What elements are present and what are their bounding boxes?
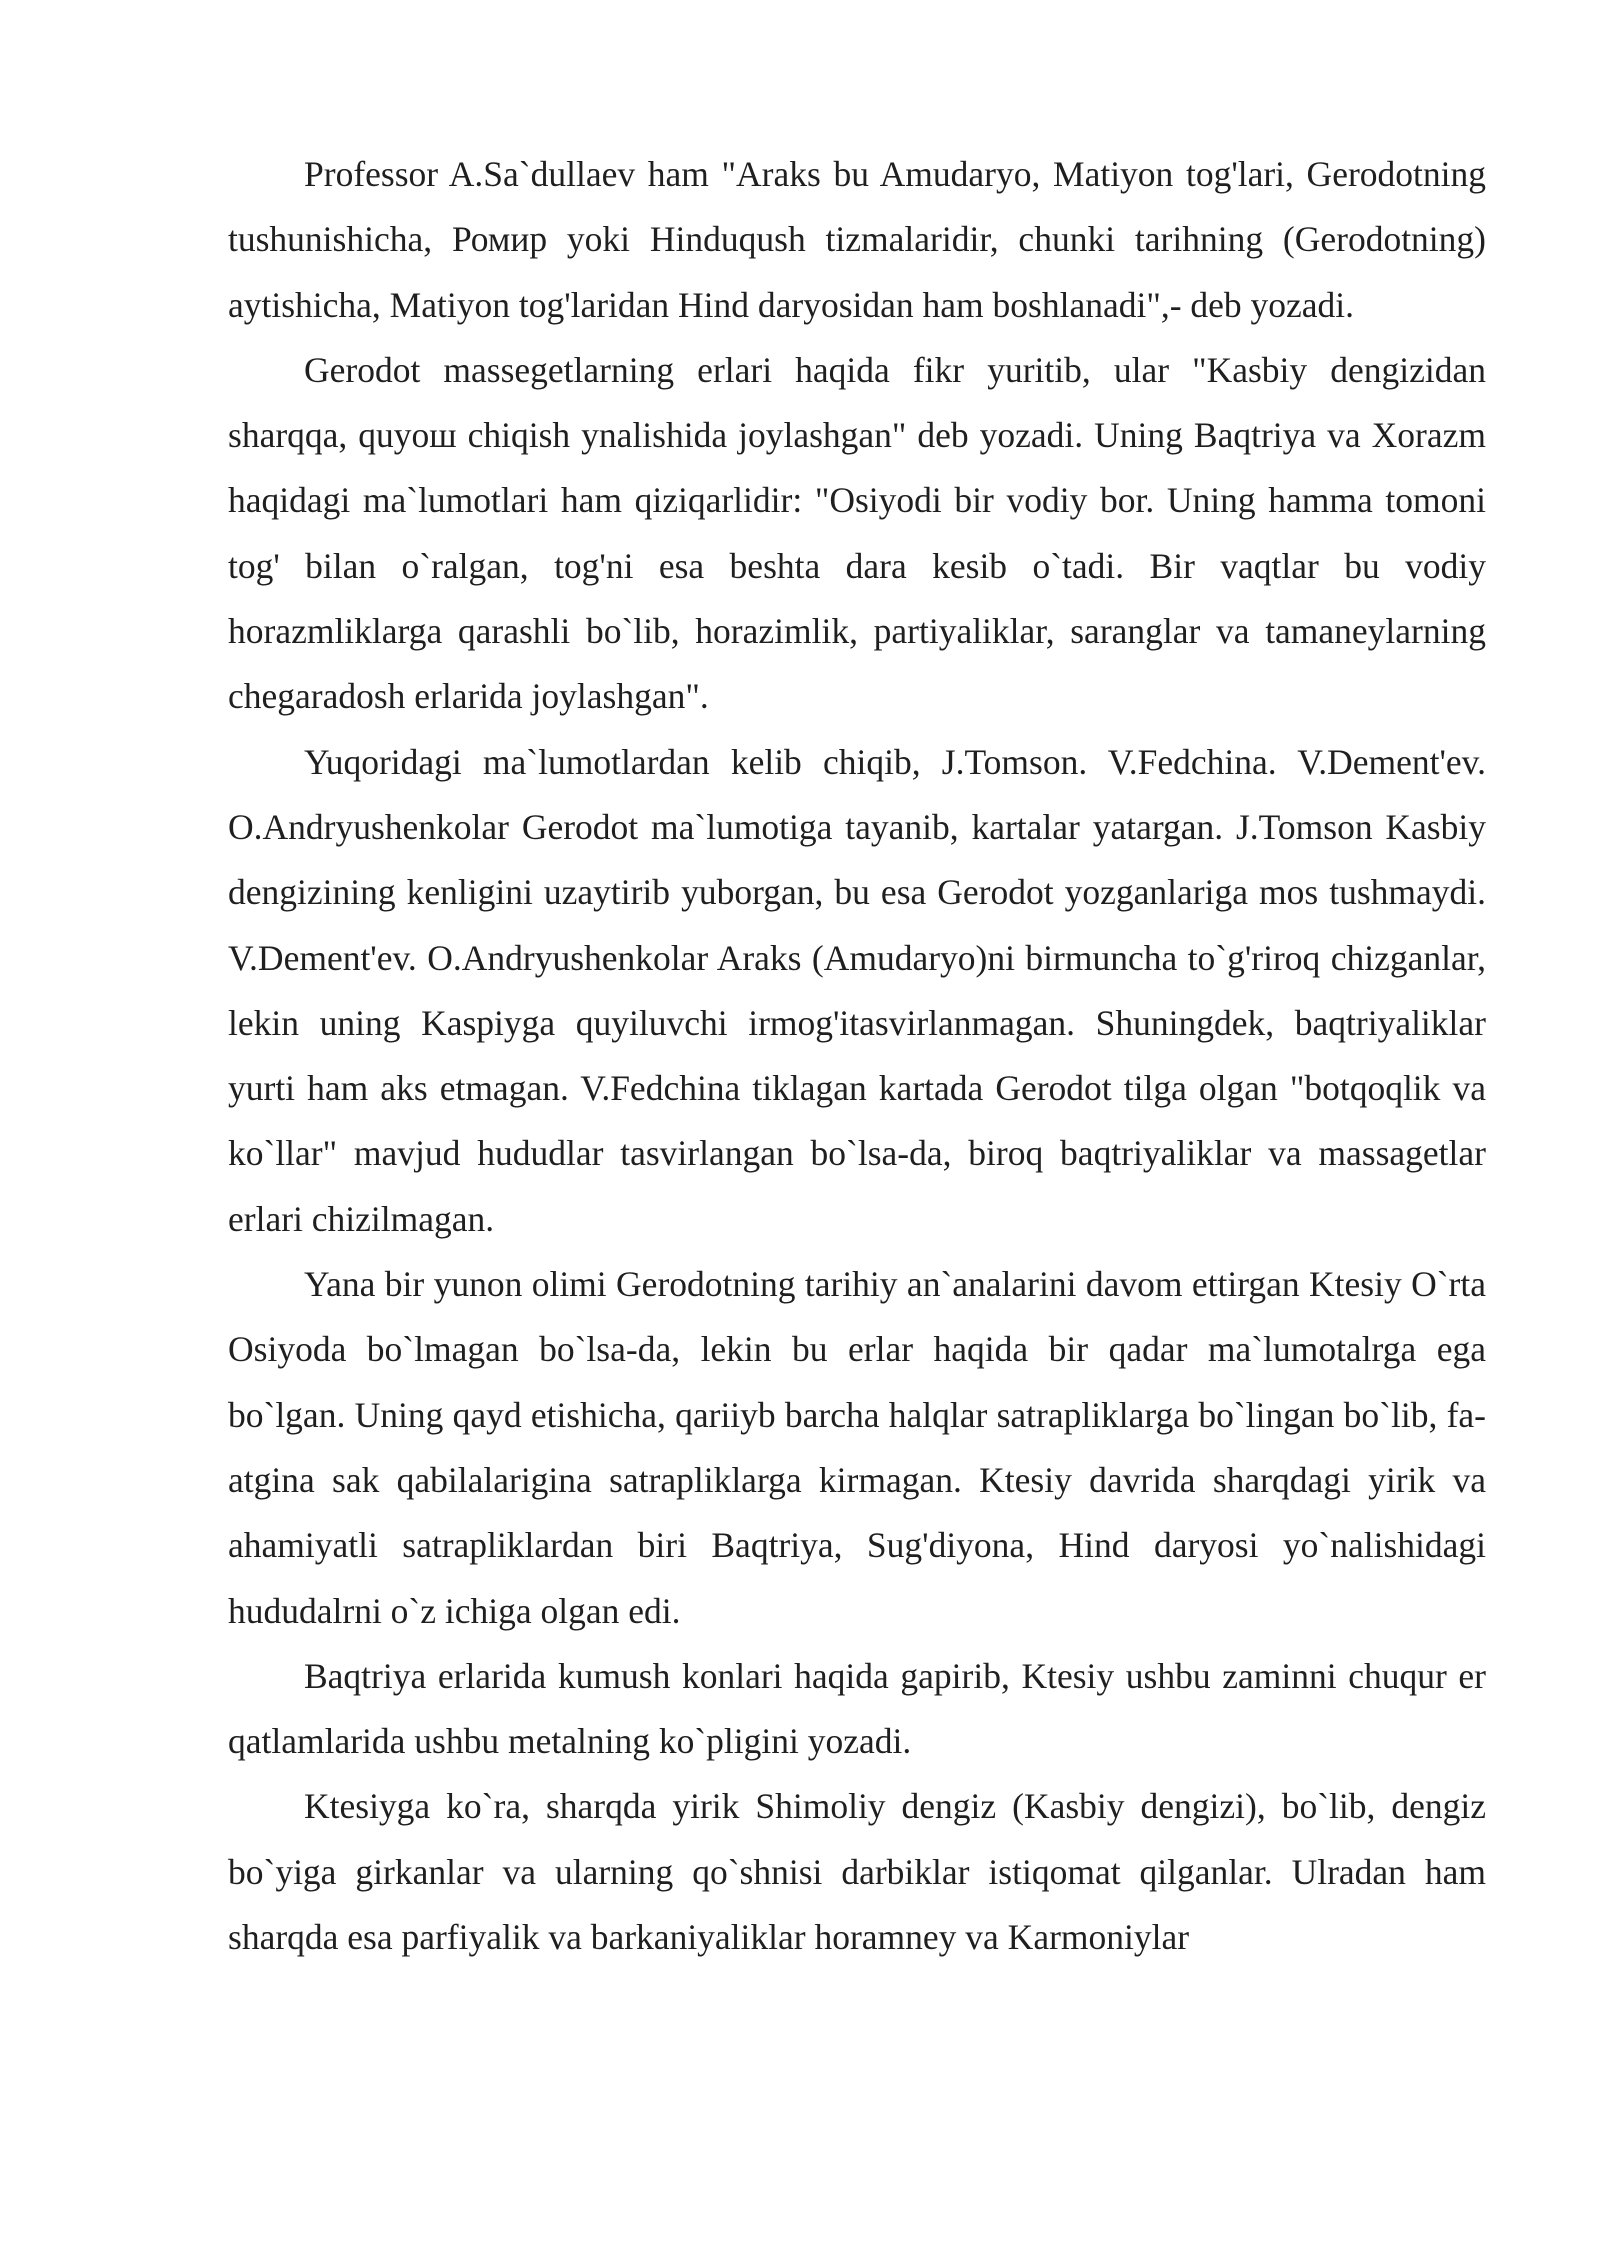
paragraph-northern-sea: Ktesiyga ko`ra, sharqda yirik Shimoliy dengiz (Kasbiy dengizi), bo`lib, dengiz bo`yiga girkanlar va ularning qo`shnisi darbiklar istiqomat qilganlar. Ulradan ham sharqda esa parfiyalik va barkaniyaliklar horamney va Karmoniylar <box>228 1786 1486 1958</box>
paragraph-gerodot-massagets: Gerodot massegetlarning erlari haqida fikr yuritib, ular "Kasbiy dengizidan sharqqa, quyoш chiqish ynalishida joylashgan" deb yozadi. Uning Baqtriya va Xorazm haqidagi ma`lumotlari ham qiziqarlidir: "Osiyodi bir vodiy bor. Uning hamma tomoni tog' bilan o`ralgan, tog'ni esa beshta dara kesib o`tadi. Bir vaqtlar bu vodiy horazmliklarga qarashli bo`lib, horazimlik, partiyaliklar, saranglar va tamaneylarning chegaradosh erlarida joylashgan". <box>228 349 1486 717</box>
paragraph-ktesiy-satrapies: Yana bir yunon olimi Gerodotning tarihiy an`analarini davom ettirgan Ktesiy O`rta Osiyoda bo`lmagan bo`lsa-da, lekin bu erlar haqida bir qadar ma`lumotalrga ega bo`lgan. Uning qayd etishicha, qariiyb barcha halqlar satrapliklarga bo`lingan bo`lib, fa-atgina sak qabilalarigina satrapliklarga kirmagan. Ktesiy davrida sharqdagi yirik va ahamiyatli satrapliklardan biri Baqtriya, Sug'diyona, Hind daryosi yo`nalishidagi hududalrni o`z ichiga olgan edi. <box>228 1264 1486 1631</box>
paragraph-maps-reconstruction: Yuqoridagi ma`lumotlardan kelib chiqib, J.Tomson. V.Fedchina. V.Dement'ev. O.Andryushenkolar Gerodot ma`lumotiga tayanib, kartalar yatargan. J.Tomson Kasbiy dengizining kenligini uzaytirib yuborgan, bu esa Gerodot yozganlariga mos tushmaydi. V.Dement'ev. O.Andryushenkolar Araks (Amudaryo)ni birmuncha to`g'riroq chizganlar, lekin uning Kaspiyga quyiluvchi irmog'itasvirlanmagan. Shuningdek, baqtriyaliklar yurti ham aks etmagan. V.Fedchina tiklagan kartada Gerodot tilga olgan "botqoqlik va ko`llar" mavjud hududlar tasvirlangan bo`lsa-da, biroq baqtriyaliklar va massagetlar erlari chizilmagan. <box>228 741 1486 1239</box>
paragraph-sadullaev-quote: Professor A.Sa`dullaev ham "Araks bu Amudaryo, Matiyon tog'lari, Gerodotning tushunishicha, Ромир yoki Hinduqush tizmalaridir, chunki tarihning (Gerodotning) aytishicha, Matiyon tog'laridan Hind daryosidan ham boshlanadi",- deb yozadi. <box>228 154 1486 325</box>
document-body <box>228 142 1486 1970</box>
paragraph-silver-mines: Baqtriya erlarida kumush konlari haqida gapirib, Ktesiy ushbu zaminni chuqur er qatlamlarida ushbu metalning ko`pligini yozadi. <box>228 1655 1486 1762</box>
